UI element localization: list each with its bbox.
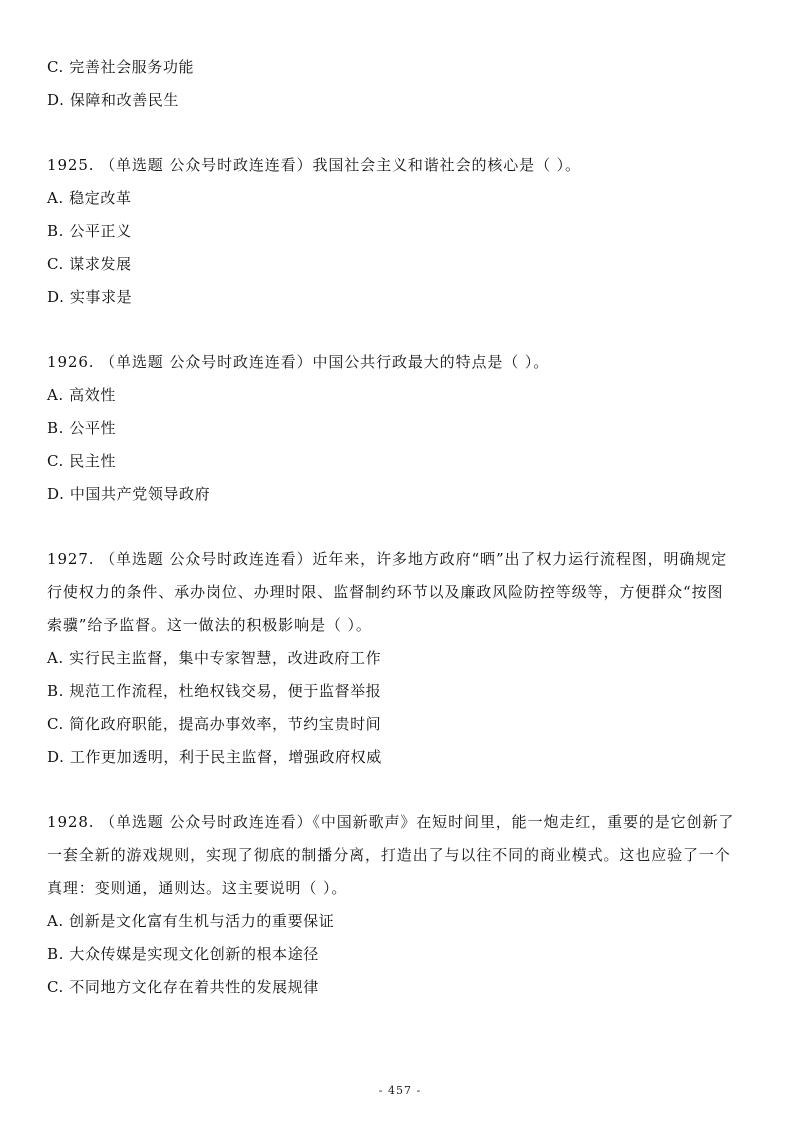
option-1926-c: C. 民主性 [47, 452, 117, 470]
question-1927-line-2: 行使权力的条件、承办岗位、办理时限、监督制约环节以及廉政风险防控等级等，方便群众“按图 [47, 583, 724, 601]
option-1925-d: D. 实事求是 [47, 288, 133, 306]
option-1928-c: C. 不同地方文化存在着共性的发展规律 [47, 978, 319, 996]
option-1926-b: B. 公平性 [47, 419, 117, 437]
option-1926-a: A. 高效性 [47, 386, 116, 404]
option-1925-a: A. 稳定改革 [47, 189, 132, 207]
option-1927-b: B. 规范工作流程，杜绝权钱交易，便于监督举报 [47, 682, 382, 700]
option-1926-d: D. 中国共产党领导政府 [47, 485, 211, 503]
option-1927-c: C. 简化政府职能，提高办事效率，节约宝贵时间 [47, 715, 382, 733]
option-1925-c: C. 谋求发展 [47, 255, 132, 273]
question-1928-line-1: 1928. （单选题 公众号时政连连看）《中国新歌声》在短时间里，能一炮走红，重要的是它创新了 [47, 813, 735, 831]
question-1927-line-3: 索骥”给予监督。这一做法的积极影响是（ ）。 [47, 616, 372, 634]
option-1927-d: D. 工作更加透明，利于民主监督，增强政府权威 [47, 748, 382, 766]
question-1928-line-3: 真理：变则通，通则达。这主要说明（ ）。 [47, 879, 348, 897]
page-number: - 457 - [378, 1084, 422, 1097]
question-1925: 1925. （单选题 公众号时政连连看）我国社会主义和谐社会的核心是（ ）。 [47, 156, 581, 174]
question-1928-line-2: 一套全新的游戏规则，实现了彻底的制播分离，打造出了与以往不同的商业模式。这也应验了一个 [47, 846, 731, 864]
option-1924-c: C. 完善社会服务功能 [47, 58, 195, 76]
question-1927-line-1: 1927. （单选题 公众号时政连连看）近年来，许多地方政府“晒”出了权力运行流程图，明确规定 [47, 550, 728, 568]
option-1928-b: B. 大众传媒是实现文化创新的根本途径 [47, 945, 319, 963]
option-1925-b: B. 公平正义 [47, 222, 132, 240]
question-1926: 1926. （单选题 公众号时政连连看）中国公共行政最大的特点是（ ）。 [47, 353, 550, 371]
option-1924-d: D. 保障和改善民生 [47, 91, 180, 109]
option-1928-a: A. 创新是文化富有生机与活力的重要保证 [47, 912, 335, 930]
option-1927-a: A. 实行民主监督，集中专家智慧，改进政府工作 [47, 649, 382, 667]
